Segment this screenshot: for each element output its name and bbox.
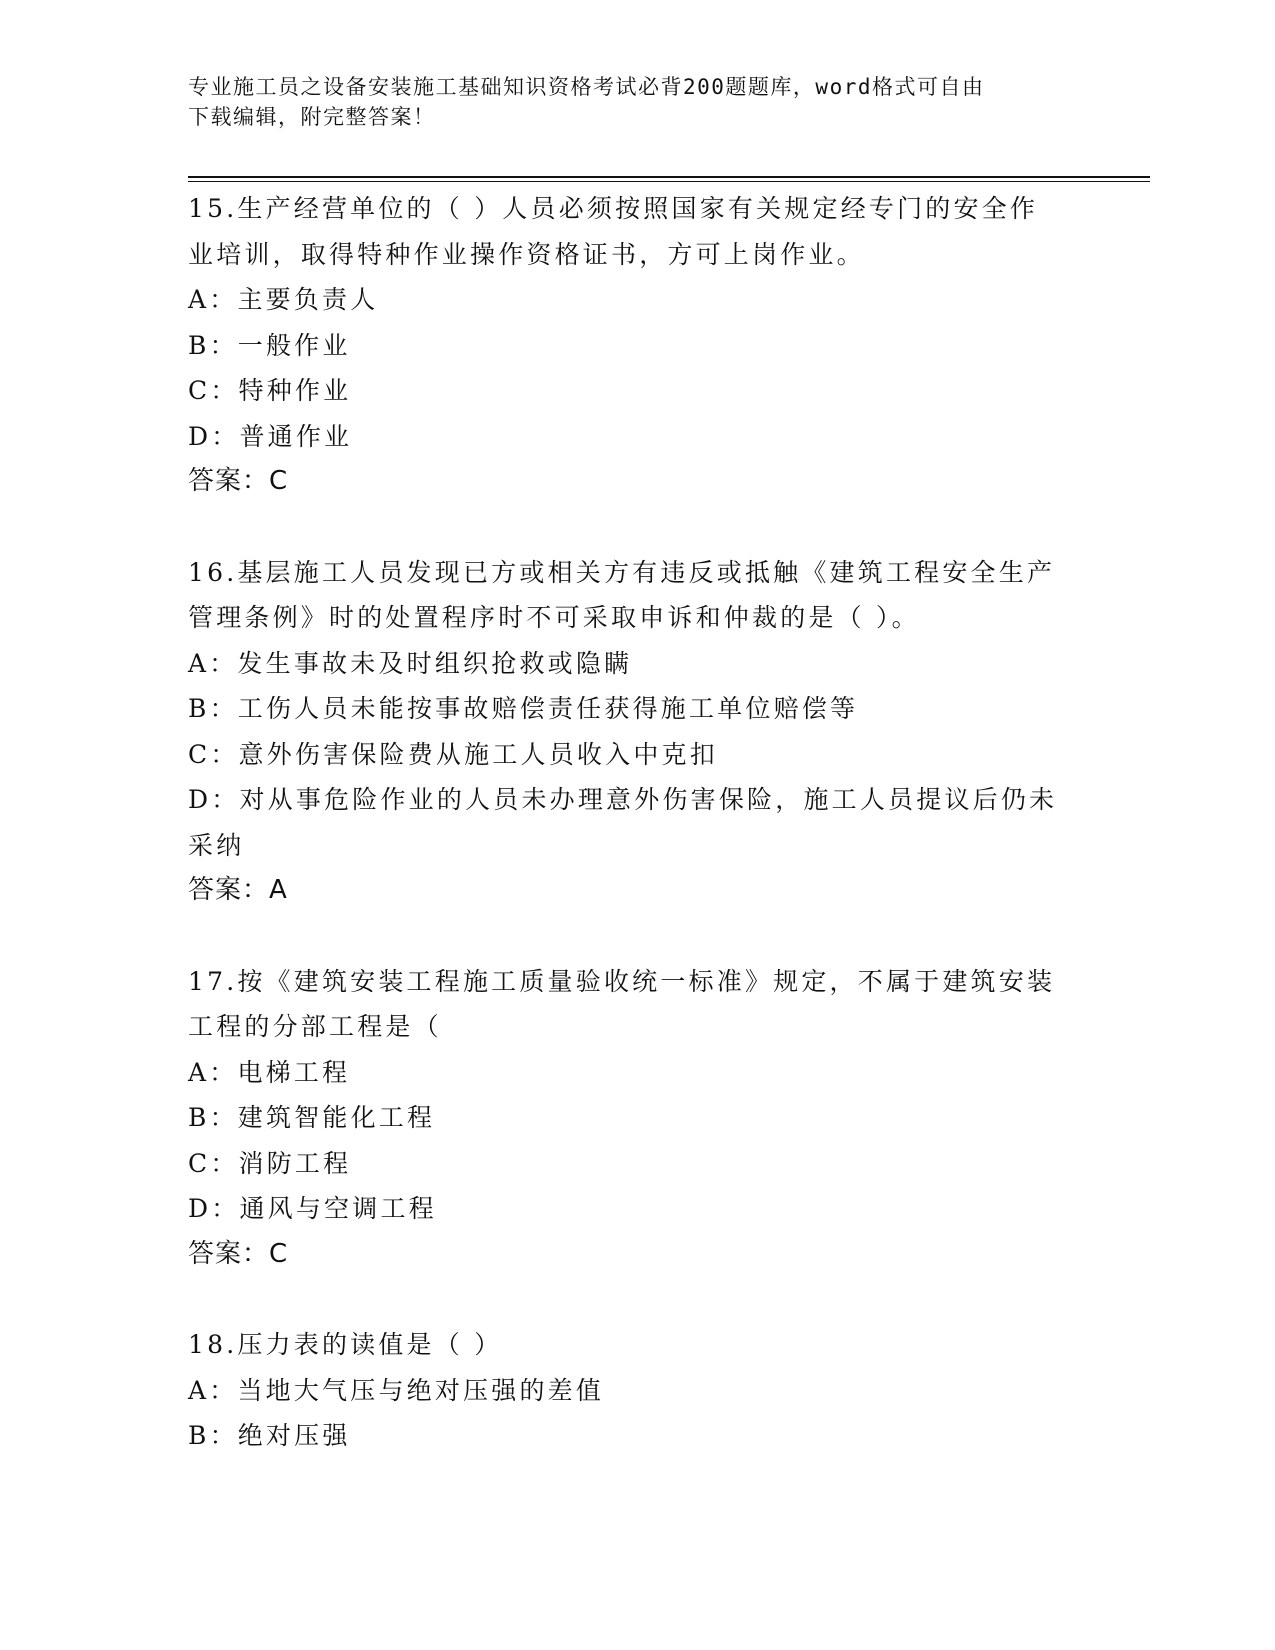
answer-line: 答案：A (188, 875, 288, 905)
option-line: B：一般作业 (188, 330, 351, 360)
question-block (188, 550, 1088, 914)
option-line: A：主要负责人 (188, 285, 379, 314)
option-line: B：建筑智能化工程 (188, 1103, 436, 1132)
question-stem-line: 管理条例》时的处置程序时不可采取申诉和仲裁的是（ ）。 (188, 603, 920, 632)
question-stem-line: 工程的分部工程是（ (188, 1012, 442, 1041)
header-divider (188, 181, 1150, 182)
question-stem-line: 18.压力表的读值是（ ） (188, 1330, 503, 1359)
answer-line: 答案：C (188, 1238, 289, 1269)
option-line: A：电梯工程 (188, 1057, 351, 1087)
question-list (188, 186, 1088, 1504)
question-stem-line: 16.基层施工人员发现已方或相关方有违反或抵触《建筑工程安全生产 (188, 557, 1056, 587)
option-line: C：消防工程 (188, 1148, 352, 1178)
option-line: C：特种作业 (188, 376, 352, 405)
question-stem-line: 15.生产经营单位的（ ）人员必须按照国家有关规定经专门的安全作 (188, 194, 1039, 223)
option-line: D：普通作业 (188, 421, 353, 451)
option-line: B：工伤人员未能按事故赔偿责任获得施工单位赔偿等 (188, 694, 859, 723)
option-line: B：绝对压强 (188, 1421, 351, 1450)
option-line: 采纳 (188, 830, 245, 860)
option-line: A：当地大气压与绝对压强的差值 (188, 1375, 605, 1405)
option-line: D：通风与空调工程 (188, 1194, 437, 1223)
header-line: 专业施工员之设备安装施工基础知识资格考试必背200题题库，word格式可自由 (188, 75, 985, 99)
question-stem-line: 17.按《建筑安装工程施工质量验收统一标准》规定，不属于建筑安装 (188, 966, 1056, 996)
option-line: A：发生事故未及时组织抢救或隐瞒 (188, 648, 633, 678)
header-line: 下载编辑，附完整答案！ (188, 105, 436, 129)
option-line: C：意外伤害保险费从施工人员收入中克扣 (188, 739, 718, 769)
question-block (188, 1322, 1088, 1459)
answer-line: 答案：C (188, 466, 289, 496)
header-divider (188, 176, 1150, 178)
question-block (188, 186, 1088, 505)
document-header (188, 72, 1068, 132)
option-line: D：对从事危险作业的人员未办理意外伤害保险，施工人员提议后仍未 (188, 785, 1058, 814)
question-block (188, 959, 1088, 1278)
question-stem-line: 业培训，取得特种作业操作资格证书，方可上岗作业。 (188, 239, 865, 269)
